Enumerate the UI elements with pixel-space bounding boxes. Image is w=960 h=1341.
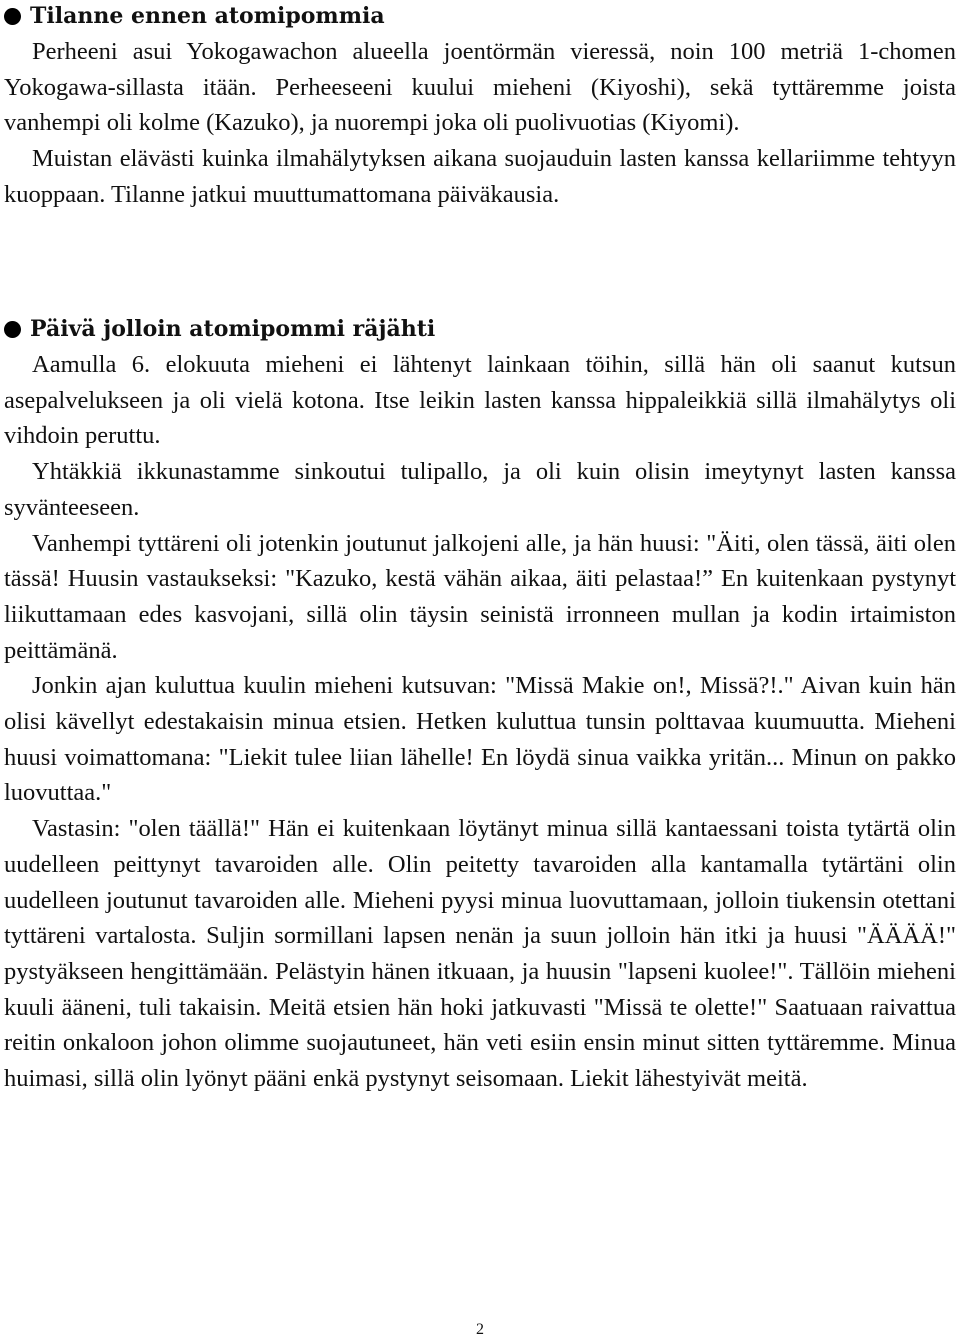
- section-before-bomb: [4, 0, 956, 213]
- section-bomb-day: [4, 312, 956, 1097]
- bullet-icon: [4, 321, 21, 338]
- section-heading: [4, 312, 956, 347]
- paragraph: Yhtäkkiä ikkunastamme sinkoutui tulipallo, ja oli kuin olisin imeytynyt lasten kanssa syvänteeseen.: [4, 458, 956, 521]
- bullet-icon: [4, 8, 21, 25]
- paragraph: Aamulla 6. elokuuta mieheni ei lähtenyt lainkaan töihin, sillä hän oli saanut kutsun asepalvelukseen ja oli vielä kotona. Itse leikin lasten kanssa hippaleikkiä sillä ilmahälytys oli vihdoin peruttu.: [4, 351, 956, 450]
- page-number: 2: [476, 1321, 484, 1338]
- section-heading-text: Päivä jolloin atomipommi räjähti: [30, 316, 436, 342]
- paragraph: Muistan elävästi kuinka ilmahälytyksen aikana suojauduin lasten kanssa kellariimme tehtyyn kuoppaan. Tilanne jatkui muuttumattomana päiväkausia.: [4, 145, 956, 208]
- section-heading-text: Tilanne ennen atomipommia: [30, 3, 385, 29]
- section-heading: [4, 0, 956, 34]
- paragraph: Perheeni asui Yokogawachon alueella joentörmän vieressä, noin 100 metriä 1-chomen Yokogawa-sillasta itään. Perheeseeni kuului mieheni (Kiyoshi), sekä tyttäremme joista vanhempi oli kolme (Kazuko), ja nuorempi joka oli puolivuotias (Kiyomi).: [4, 38, 956, 137]
- paragraph: Jonkin ajan kuluttua kuulin mieheni kutsuvan: "Missä Makie on!, Missä?!." Aivan kuin hän olisi kävellyt edestakaisin minua etsien. Hetken kuluttua tunsin polttavaa kuumuutta. Mieheni huusi voimattomana: "Liekit tulee liian lähelle! En löydä sinua vaikka yritän... Minun on pakko luovuttaa.": [4, 672, 956, 807]
- paragraph: Vanhempi tyttäreni oli jotenkin joutunut jalkojeni alle, ja hän huusi: "Äiti, olen tässä, äiti olen tässä! Huusin vastaukseksi: "Kazuko, kestä vähän aikaa, äiti pelastaa!” En kuitenkaan pystynyt liikuttamaan edes kasvojani, sillä olin täysin seinistä irronneen mullan ja kodin irtaimiston peittämänä.: [4, 529, 956, 664]
- paragraph: Vastasin: "olen täällä!" Hän ei kuitenkaan löytänyt minua sillä kantaessani toista tytärtä olin uudelleen peittynyt tavaroiden alle. Olin peitetty tavaroiden alla kantamalla tytärtäni olin uudelleen joutunut tavaroiden alle. Mieheni pyysi minua luovuttamaan, jolloin tiukensin otettani tyttäreni vartalosta. Suljin sormillani lapsen nenän ja suun jolloin hän itki ja huusi "ÄÄÄÄ!" pystyäkseen hengittämään. Pelästyin hänen itkuaan, ja huusin "lapseni kuolee!". Tällöin mieheni kuuli ääneni, tuli takaisin. Meitä etsien hän hoki jatkuvasti "Missä te olette!" Saatuaan raivattua reitin onkaloon johon olimme suojautuneet, hän veti esiin ensin minut sitten tyttäremme. Minua huimasi, sillä olin lyönyt pääni enkä pystynyt seisomaan. Liekit lähestyivät meitä.: [4, 815, 956, 1093]
